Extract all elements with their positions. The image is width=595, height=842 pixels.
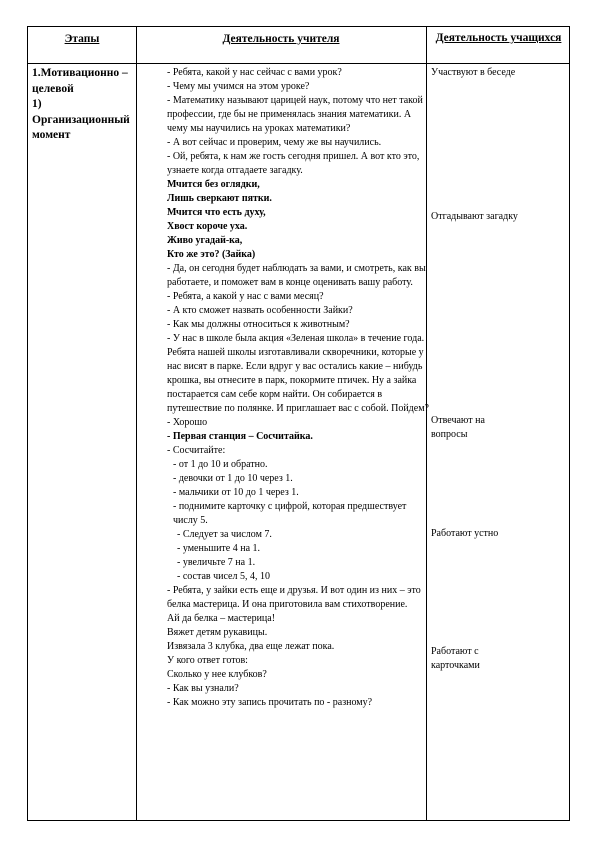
teacher-line: - А вот сейчас и проверим, чему же вы научились.	[167, 137, 382, 148]
riddle-line: Хвост короче уха.	[167, 221, 248, 232]
poem-line: У кого ответ готов:	[167, 655, 248, 666]
teacher-line: - Ребята, у зайки есть еще и друзья. И вот один из них – это белка мастерица. И она приготовила вам стихотворение.	[167, 585, 421, 610]
poem-line: Ай да белка – мастерица!	[167, 613, 276, 624]
student-note: Отвечают на вопросы	[431, 415, 485, 440]
teacher-line: - А кто сможет назвать особенности Зайки?	[167, 305, 353, 316]
teacher-line: - Да, он сегодня будет наблюдать за вами, и смотреть, как вы работаете, и поможет вам в конце оценивать вашу работу.	[167, 263, 426, 288]
task-line: - от 1 до 10 и обратно.	[173, 459, 268, 470]
poem-line: Сколько у нее клубков?	[167, 669, 267, 680]
teacher-line: - Как вы узнали?	[167, 683, 239, 694]
header-stages: Этапы	[64, 33, 100, 45]
student-note: Отгадывают загадку	[431, 211, 518, 222]
riddle-line: Мчится без оглядки,	[167, 179, 260, 190]
student-note: Работают с карточками	[431, 646, 480, 671]
teacher-activity-cell	[167, 66, 429, 710]
poem-line: Извязала 3 клубка, два еще лежат пока.	[167, 641, 335, 652]
lesson-table	[27, 26, 570, 821]
teacher-line: - Математику называют царицей наук, потому что нет такой профессии, где бы не применялась знания математики. А чему мы научились на уроках математики?	[167, 95, 423, 134]
header-teacher: Деятельность учителя	[222, 33, 340, 45]
stage-line: 1)	[32, 98, 42, 110]
stage-line: момент	[32, 129, 71, 141]
student-note: Работают устно	[431, 528, 499, 539]
header-divider	[28, 63, 569, 64]
teacher-line: - Чему мы учимся на этом уроке?	[167, 81, 310, 92]
poem-line: Вяжет детям рукавицы.	[167, 627, 268, 638]
riddle-line: Живо угадай-ка,	[167, 235, 243, 246]
teacher-line: - Как можно эту запись прочитать по - разному?	[167, 697, 373, 708]
teacher-line: - Как мы должны относиться к животным?	[167, 319, 350, 330]
stage-line: целевой	[32, 82, 74, 95]
teacher-line: - Ой, ребята, к нам же гость сегодня пришел. А вот кто это, узнаете когда отгадаете загадку.	[167, 151, 420, 176]
column-divider	[136, 27, 137, 820]
task-line: - уменьшите 4 на 1.	[177, 543, 261, 554]
stage-line: Организационный	[32, 113, 130, 126]
riddle-line: Кто же это? (Зайка)	[167, 249, 256, 260]
task-line: - состав чисел 5, 4, 10	[177, 571, 270, 582]
riddle-line: Лишь сверкают пятки.	[167, 193, 272, 204]
station-title: - Первая станция – Сосчитайка.	[167, 431, 313, 442]
teacher-line: - Хорошо	[167, 417, 208, 428]
riddle-line: Мчится что есть духу,	[167, 207, 266, 218]
task-line: - мальчики от 10 до 1 через 1.	[173, 487, 299, 498]
teacher-line: - У нас в школе была акция «Зеленая школа» в течение года. Ребята нашей школы изготавливали скворечники, которые у нас висят в парке. Если вдруг у вас остались какие – нибудь крошка, вы отнесите в парк, покормите птичек. Ну а зайка постарается сам себе корм найти. Он собирается в путешествие по полянке. И приглашает вас с собой. Пойдем?	[167, 333, 429, 414]
stage-cell	[32, 66, 162, 144]
teacher-line: - Сосчитайте:	[167, 445, 226, 456]
teacher-line: - Ребята, а какой у нас с вами месяц?	[167, 291, 324, 302]
task-line: - Следует за числом 7.	[177, 529, 272, 540]
stage-line: 1.Мотивационно –	[32, 67, 128, 79]
task-line: - девочки от 1 до 10 через 1.	[173, 473, 293, 484]
task-line: - поднимите карточку с цифрой, которая предшествует числу 5.	[173, 501, 407, 526]
teacher-line: - Ребята, какой у нас сейчас с вами урок?	[167, 67, 342, 78]
student-note: Участвуют в беседе	[431, 67, 516, 78]
header-students: Деятельность учащихся	[435, 32, 562, 44]
task-line: - увеличьте 7 на 1.	[177, 557, 256, 568]
